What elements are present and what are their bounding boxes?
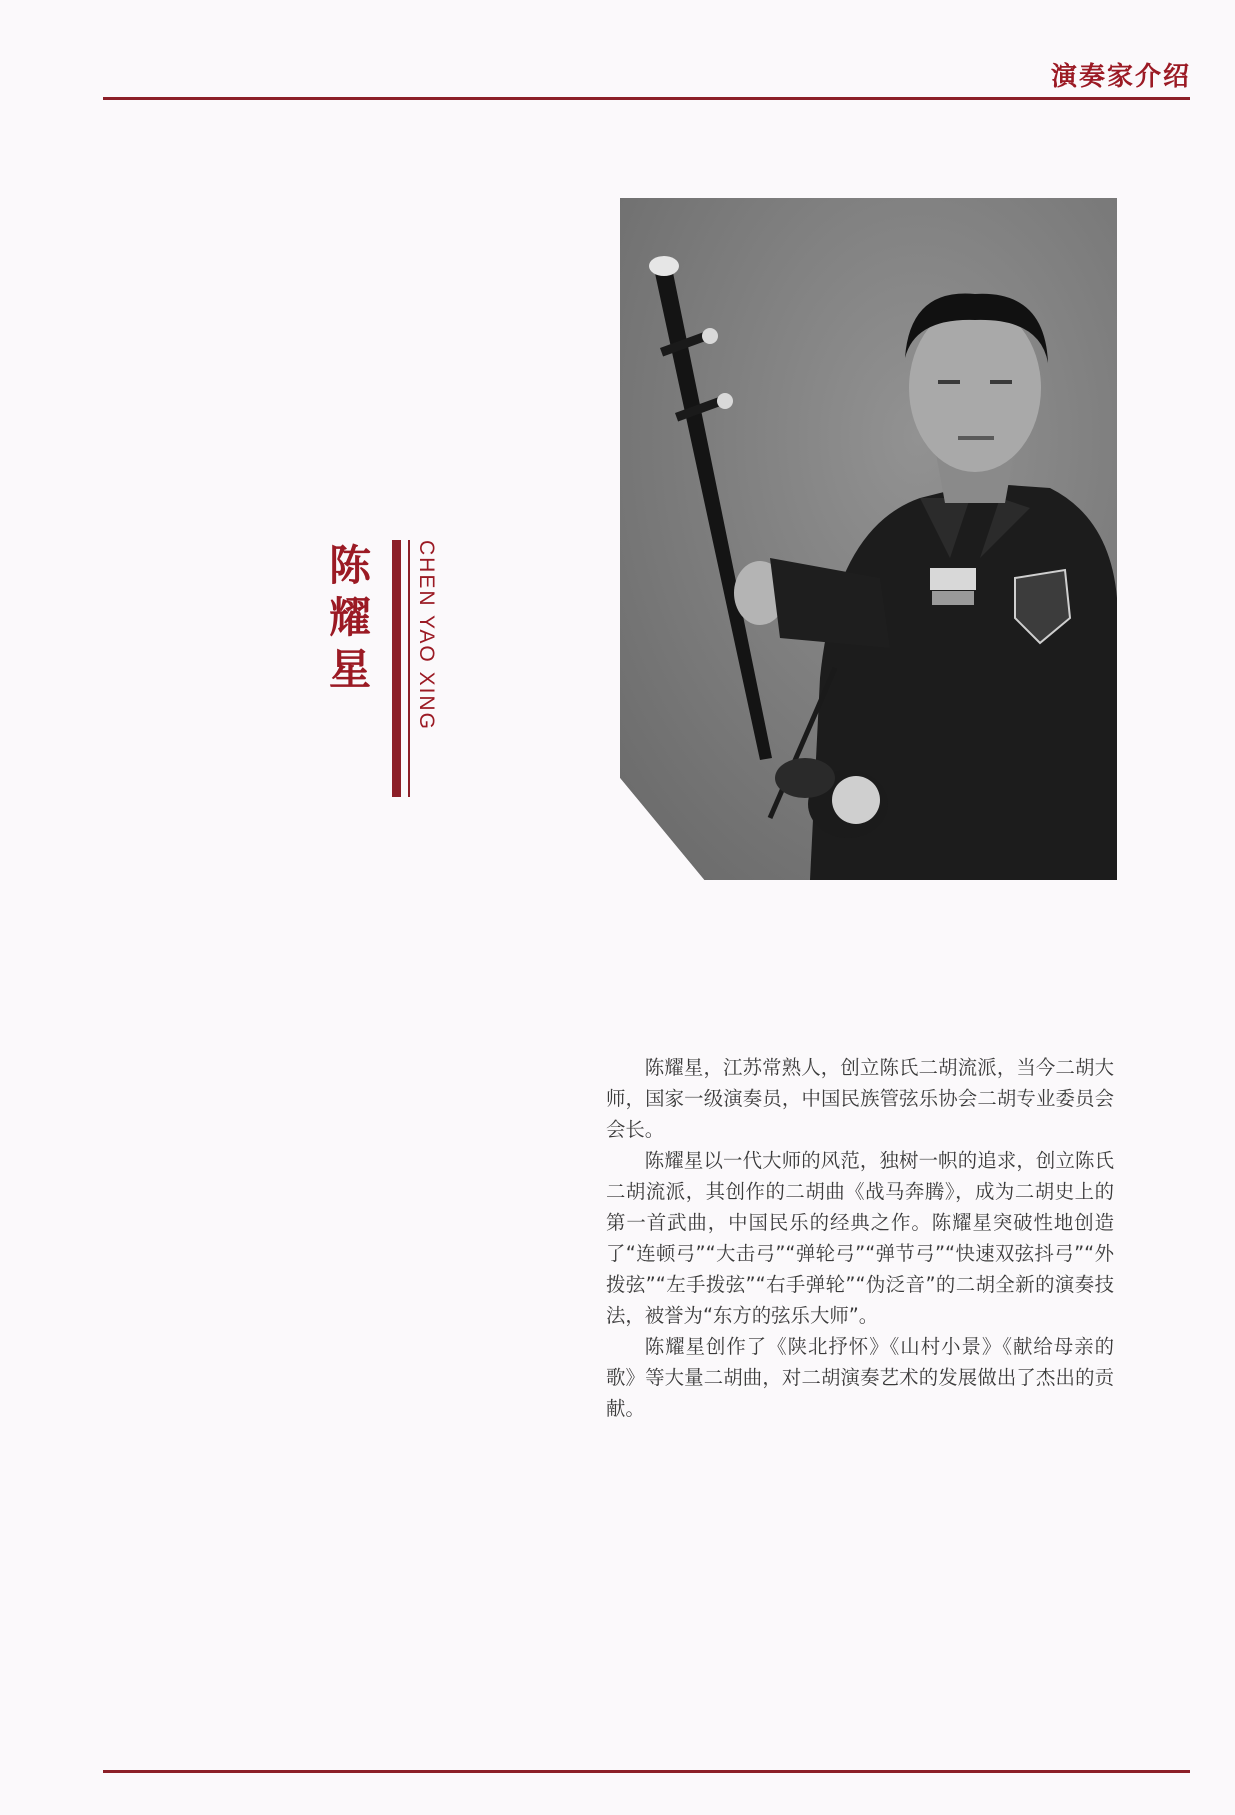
bio-paragraph: 陈耀星以一代大师的风范，独树一帜的追求，创立陈氏二胡流派，其创作的二胡曲《战马奔腾》，成为二胡史上的第一首武曲，中国民乐的经典之作。陈耀星突破性地创造了“连顿弓”“大击弓”“弹轮弓”“弹节弓”“快速双弦抖弓”“外拨弦”“左手拨弦”“右手弹轮”“伪泛音”的二胡全新的演奏技法，被誉为“东方的弦乐大师”。 (606, 1149, 1114, 1327)
bio-paragraph: 陈耀星，江苏常熟人，创立陈氏二胡流派，当今二胡大师，国家一级演奏员，中国民族管弦乐协会二胡专业委员会会长。 (606, 1056, 1114, 1141)
performer-name-cn (326, 540, 374, 696)
performer-name-en: CHEN YAO XING (415, 540, 438, 731)
name-char: 耀 (328, 593, 371, 642)
performer-portrait-illustration (620, 198, 1117, 880)
name-char: 陈 (328, 541, 371, 590)
performer-photo (620, 198, 1117, 880)
section-title: 演奏家介绍 (1050, 62, 1191, 92)
name-accent-line (408, 540, 410, 797)
name-accent-bar (392, 540, 401, 797)
footer-divider (103, 1770, 1190, 1773)
performer-biography (606, 1052, 1114, 1424)
header-divider (103, 97, 1190, 100)
name-char: 星 (328, 645, 371, 694)
bio-paragraph: 陈耀星创作了《陕北抒怀》《山村小景》《献给母亲的歌》等大量二胡曲，对二胡演奏艺术的发展做出了杰出的贡献。 (606, 1335, 1114, 1420)
